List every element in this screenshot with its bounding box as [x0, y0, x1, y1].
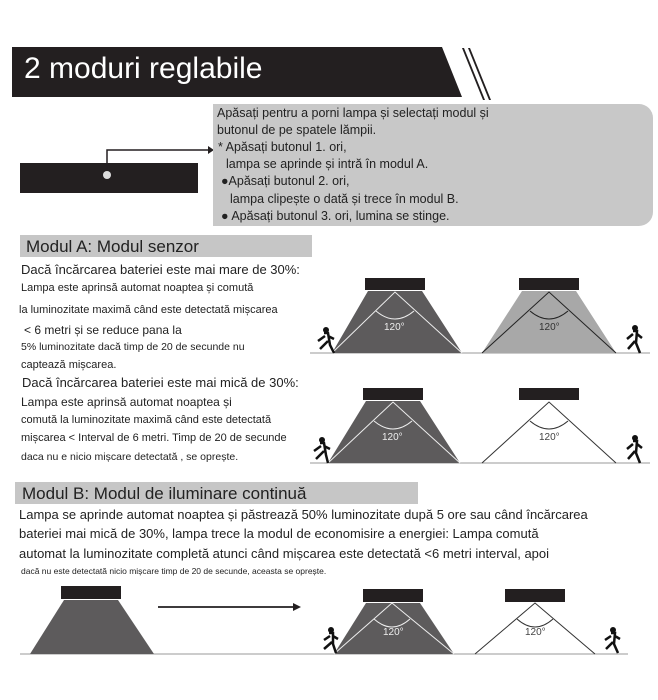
mode-a-text: Lampa este aprinsă automat noaptea și [21, 395, 232, 409]
mode-a-below30-heading: Dacă încărcarea bateriei este mai mică de 30%: [22, 375, 299, 390]
mode-a-text: mișcarea < Interval de 6 metri. Timp de 20 de secunde [21, 432, 287, 444]
instruction-line: Apăsați pentru a porni lampa și selectați modul și [217, 106, 489, 120]
mode-b-text: automat la luminozitate completă atunci când mișcarea este detectată <6 metri interval, apoi [19, 546, 550, 561]
svg-text:120°: 120° [525, 627, 546, 638]
instruction-line: * Apăsați butonul 1. ori, [218, 140, 347, 154]
instruction-line: ●Apăsați butonul 2. ori, [221, 174, 350, 188]
mode-a-text: la luminozitate maximă când este detectată mișcarea [19, 304, 278, 316]
mode-b-text: dacă nu este detectată nicio mișcare timp de 20 de secunde, aceasta se oprește. [21, 566, 327, 576]
svg-text:120°: 120° [539, 322, 560, 333]
arrow-pointer-icon [100, 140, 215, 175]
svg-text:120°: 120° [382, 432, 403, 443]
svg-text:120°: 120° [383, 627, 404, 638]
instruction-line: lampa clipește o dată și trece în modul B. [230, 192, 459, 206]
mode-b-title: Modul B: Modul de iluminare continuă [22, 484, 307, 503]
mode-a-text: < 6 metri și se reduce pana la [24, 323, 182, 337]
mode-a-text: 5% luminozitate dacă timp de 20 de secunde nu [21, 341, 245, 353]
mode-a-diagram-above30 [310, 275, 650, 357]
instruction-line: lampa se aprinde și intră în modul A. [226, 157, 429, 171]
instruction-line: ● Apăsați butonul 3. ori, lumina se stinge. [221, 209, 450, 223]
mode-a-title: Modul A: Modul senzor [26, 237, 199, 256]
mode-b-diagram [0, 583, 658, 658]
mode-a-text: captează mișcarea. [21, 359, 117, 371]
mode-a-text: Lampa este aprinsă automat noaptea și comută [21, 282, 254, 294]
mode-a-text: daca nu e nicio mișcare detectată , se oprește. [21, 451, 239, 463]
mode-b-text: bateriei mai mică de 30%, lampa trece la modul de economisire a energiei: Lampa comută [19, 526, 539, 541]
mode-a-diagram-below30 [310, 385, 650, 467]
mode-a-text: comută la luminozitate maximă când este detectată [21, 414, 272, 426]
instruction-line: butonul de pe spatele lămpii. [217, 123, 377, 137]
mode-a-above30-heading: Dacă încărcarea bateriei este mai mare de 30%: [21, 262, 300, 277]
page-title: 2 moduri reglabile [24, 52, 263, 85]
mode-b-text: Lampa se aprinde automat noaptea și păstrează 50% luminozitate după 5 ore sau când încărcarea [19, 507, 588, 522]
svg-text:120°: 120° [384, 322, 405, 333]
svg-text:120°: 120° [539, 432, 560, 443]
